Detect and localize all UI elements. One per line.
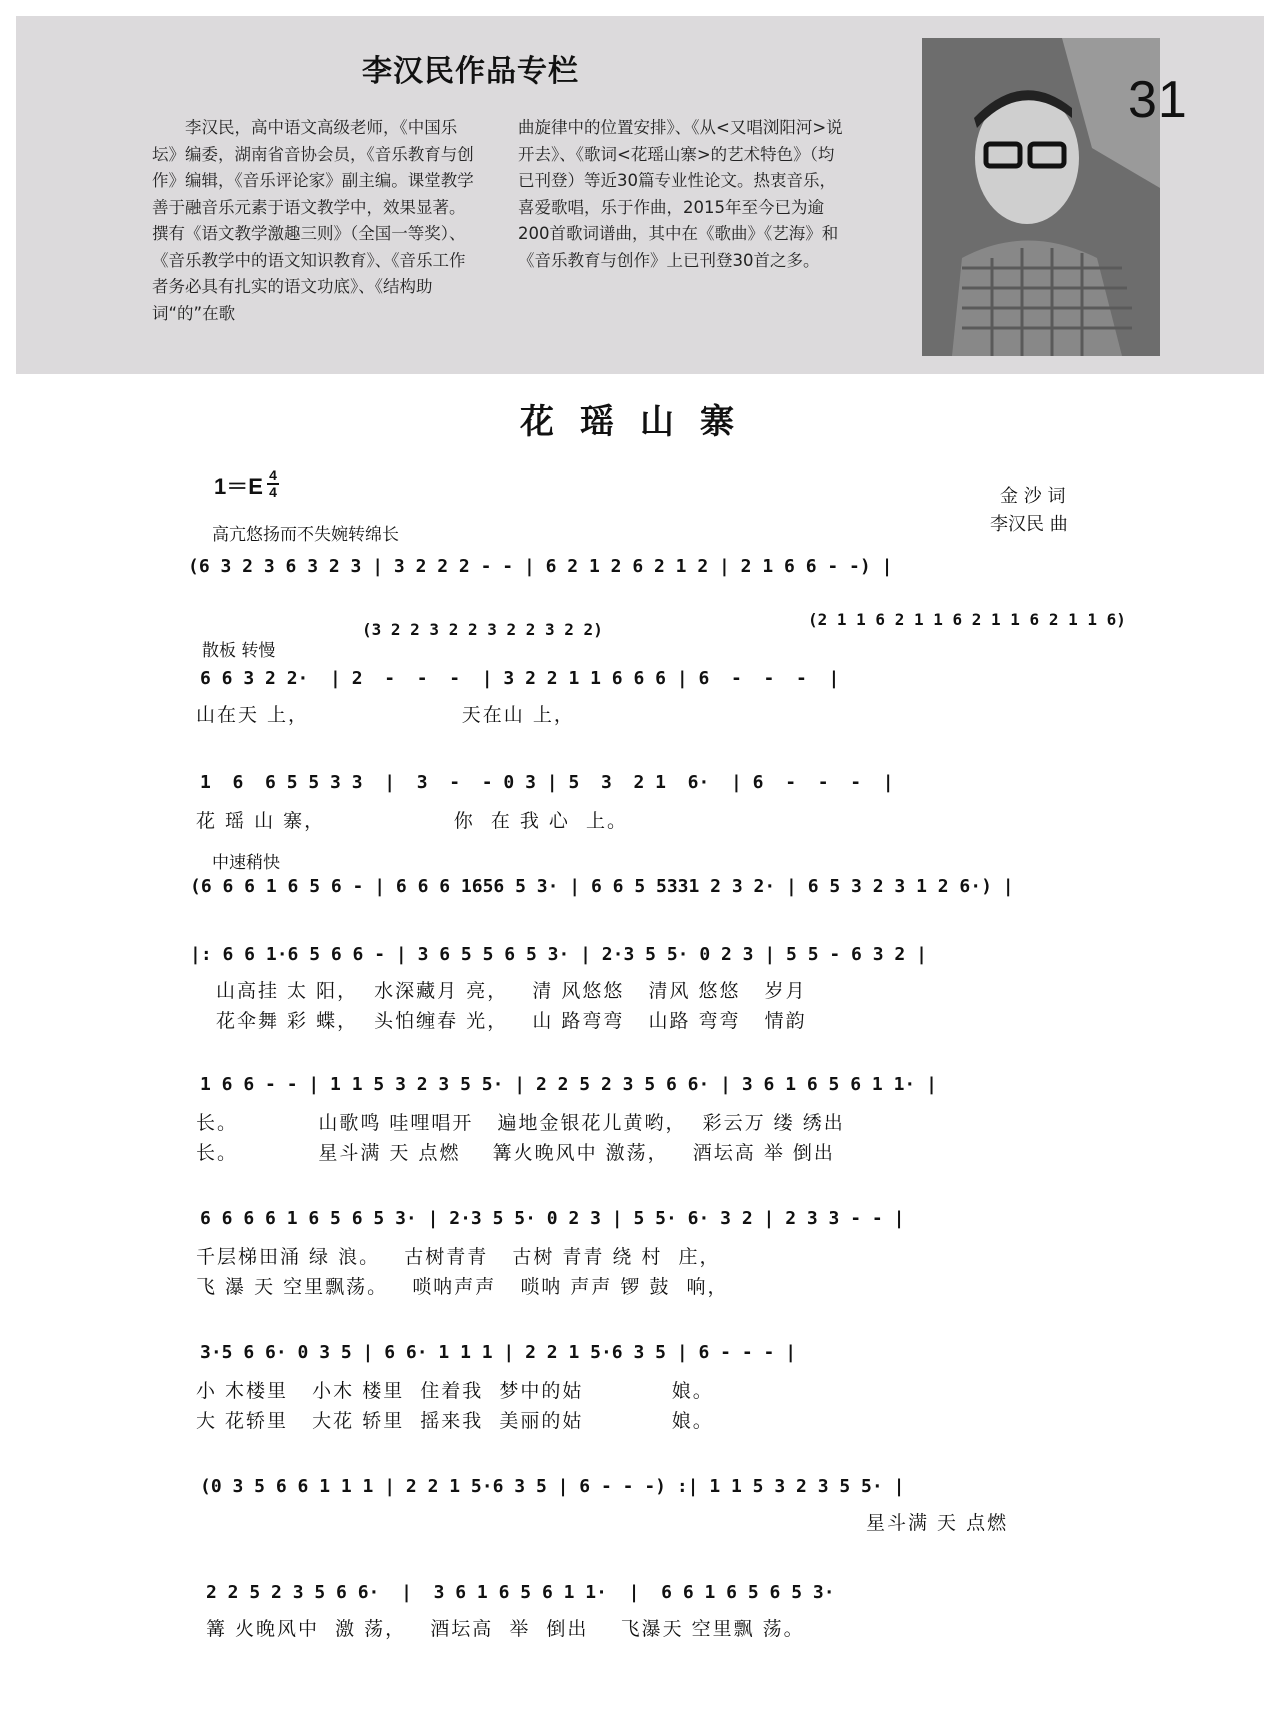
composer-credit: 李汉民 曲: [990, 514, 1068, 535]
score-line-9: (0 3 5 6 6 1 1 1 | 2 2 1 5·6 3 5 | 6 - - -) :| 1 1 5 3 2 3 5 5· |: [200, 1476, 905, 1497]
score-line-7: 6 6 6 6 1 6 5 6 5 3· | 2·3 5 5· 0 2 3 | 5 5· 6· 3 2 | 2 3 3 - - |: [200, 1208, 905, 1229]
lyric-line-7a: 千层梯田涌 绿 浪。 古树青青 古树 青青 绕 村 庄，: [196, 1246, 721, 1268]
lyric-line-8b: 大 花轿里 大花 轿里 摇来我 美丽的姑 娘。: [196, 1410, 714, 1432]
author-bio-col2: 曲旋律中的位置安排》、《从<又唱浏阳河>说开去》、《歌词<花瑶山寨>的艺术特色》（均已刊登）等近30篇专业性论文。热衷音乐，喜爱歌唱，乐于作曲，2015年至今已为逾200首歌词谱曲，其中在《歌曲》《艺海》和《音乐教育与创作》上已刊登30首之多。: [518, 118, 843, 270]
author-photo: [922, 38, 1160, 356]
key-signature: 1＝E: [214, 474, 263, 499]
tempo-mid: 中速稍快: [212, 853, 280, 873]
page-number: 31: [1128, 71, 1188, 129]
tempo-intro: 高亢悠扬而不失婉转绵长: [212, 525, 399, 545]
score-line-4: (6 6 6 1 6 5 6 - | 6 6 6 1656 5 3· | 6 6 5 5331 2 3 2· | 6 5 3 2 3 1 2 6·) |: [190, 876, 1014, 897]
grace-notes-2: (2 1 1 6 2 1 1 6 2 1 1 6 2 1 1 6): [808, 610, 1126, 629]
lyricist-credit: 金 沙 词: [1000, 486, 1066, 507]
lyric-line-10: 篝 火晚风中 激 荡， 酒坛高 举 倒出 飞瀑天 空里飘 荡。: [206, 1618, 805, 1640]
score-line-10: 2 2 5 2 3 5 6 6· | 3 6 1 6 5 6 1 1· | 6 6 1 6 5 6 5 3·: [206, 1582, 835, 1603]
score-line-6: 1 6 6 - - | 1 1 5 3 2 3 5 5· | 2 2 5 2 3 5 6 6· | 3 6 1 6 5 6 1 1· |: [200, 1074, 937, 1095]
lyric-line-8a: 小 木楼里 小木 楼里 住着我 梦中的姑 娘。: [196, 1380, 714, 1402]
lyric-line-5a: 山高挂 太 阳， 水深藏月 亮， 清 风悠悠 清风 悠悠 岁月: [216, 980, 807, 1002]
time-bottom: 4: [267, 483, 279, 500]
lyric-line-6b: 长。 星斗满 天 点燃 篝火晚风中 激荡， 酒坛高 举 倒出: [196, 1142, 835, 1164]
column-title: 李汉民作品专栏: [362, 54, 579, 89]
score-line-8: 3·5 6 6· 0 3 5 | 6 6· 1 1 1 | 2 2 1 5·6 3 5 | 6 - - - |: [200, 1342, 797, 1363]
author-bio-col1: 李汉民，高中语文高级老师，《中国乐坛》编委，湖南省音协会员，《音乐教育与创作》编辑，《音乐评论家》副主编。课堂教学善于融音乐元素于语文教学中，效果显著。撰有《语文教学激趣三则》（全国一等奖）、《音乐教学中的语文知识教育》、《音乐工作者务必具有扎实的语文功底》、《结构助词“的”在歌: [152, 118, 474, 323]
lyric-line-5b: 花伞舞 彩 蝶， 头怕缠春 光， 山 路弯弯 山路 弯弯 情韵: [216, 1010, 807, 1032]
lyric-line-6a: 长。 山歌鸣 哇哩唱开 遍地金银花儿黄哟， 彩云万 缕 绣出: [196, 1112, 845, 1134]
score-line-2: 6 6 3 2 2· | 2 - - - | 3 2 2 1 1 6 6 6 | 6 - - - |: [200, 668, 840, 689]
time-signature: [267, 468, 279, 500]
lyric-line-3: 花 瑶 山 寨， 你 在 我 心 上。: [196, 810, 628, 832]
score-line-1: (6 3 2 3 6 3 2 3 | 3 2 2 2 - - | 6 2 1 2 6 2 1 2 | 2 1 6 6 - -) |: [188, 556, 893, 577]
song-title: 花瑶山寨: [520, 402, 760, 442]
score-line-5: |: 6 6 1·6 5 6 6 - | 3 6 5 5 6 5 3· | 2·3 5 5· 0 2 3 | 5 5 - 6 3 2 |: [190, 944, 927, 965]
time-top: 4: [269, 467, 277, 483]
grace-notes-1: (3 2 2 3 2 2 3 2 2 3 2 2): [362, 620, 603, 639]
tempo-free: 散板 转慢: [202, 641, 276, 661]
score-line-3: 1 6 6 5 5 3 3 | 3 - - 0 3 | 5 3 2 1 6· | 6 - - - |: [200, 772, 894, 793]
lyric-line-9: 星斗满 天 点燃: [866, 1512, 1009, 1534]
lyric-line-2: 山在天 上， 天在山 上，: [196, 704, 575, 726]
lyric-line-7b: 飞 瀑 天 空里飘荡。 唢呐声声 唢呐 声声 锣 鼓 响，: [196, 1276, 729, 1298]
